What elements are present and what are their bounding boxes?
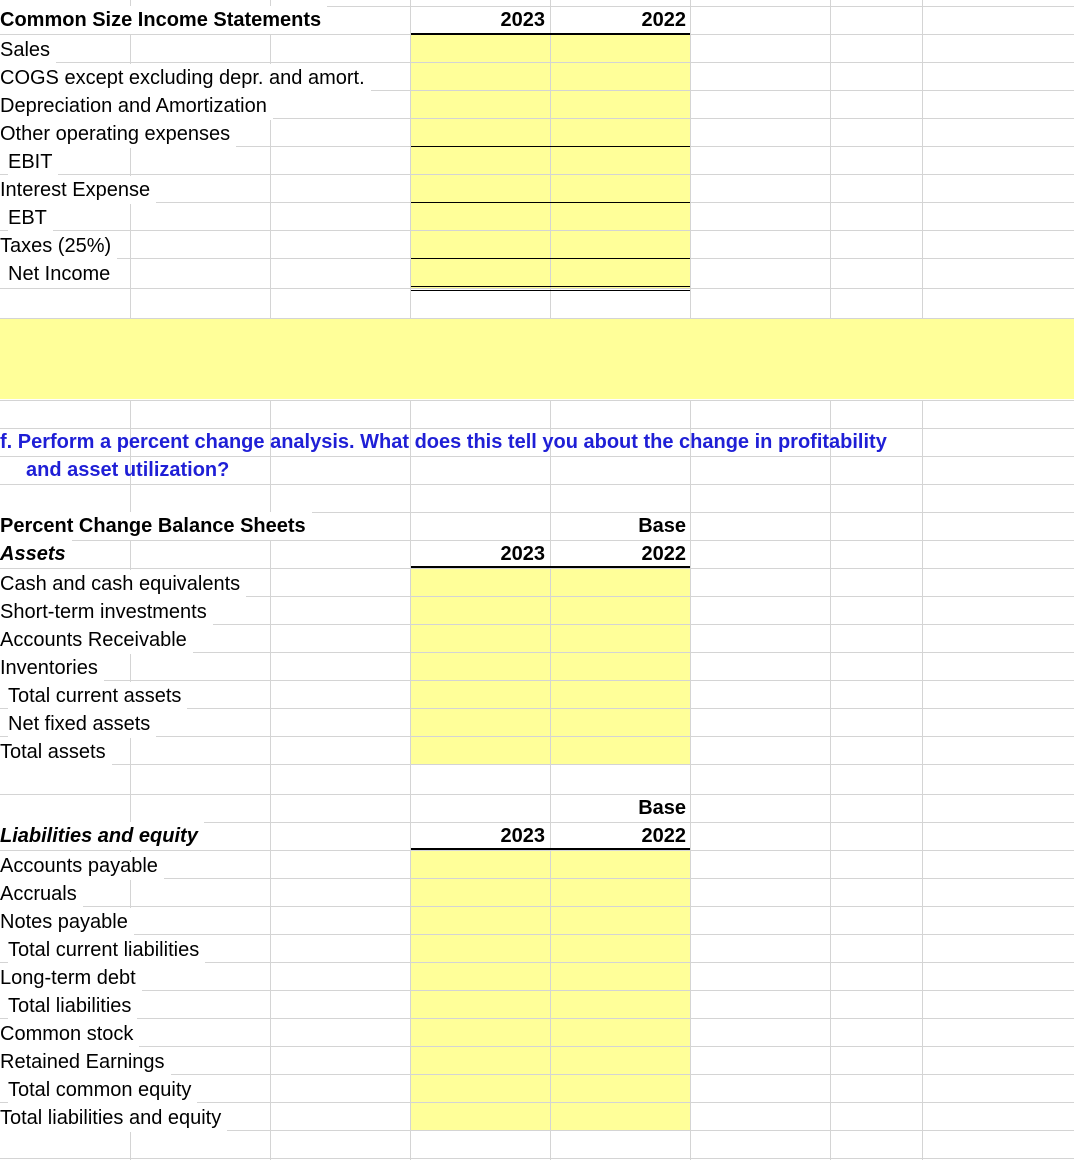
subtotal-border [411, 258, 690, 259]
gridline-horizontal [0, 906, 1074, 907]
income-year-2022: 2022 [641, 9, 686, 31]
row-total-current-assets: Total current assets [8, 682, 187, 710]
gridline-horizontal [0, 1046, 1074, 1047]
row-common-stock: Common stock [0, 1020, 139, 1048]
assets-subtitle: Assets [0, 540, 72, 568]
row-inventories: Inventories [0, 654, 104, 682]
balance-title: Percent Change Balance Sheets [0, 512, 312, 540]
gridline-vertical [410, 0, 411, 318]
assets-base-label: Base [638, 515, 686, 537]
row-long-term-debt: Long-term debt [0, 964, 142, 992]
row-net-fixed-assets: Net fixed assets [8, 710, 156, 738]
gridline-horizontal [0, 736, 1074, 737]
gridline-vertical [690, 400, 691, 1160]
row-ebt: EBT [8, 204, 53, 232]
question-line-2: and asset utilization? [26, 459, 230, 481]
gridline-horizontal [0, 794, 1074, 795]
gridline-horizontal [0, 288, 1074, 289]
row-net-income: Net Income [8, 260, 116, 288]
liabilities-base-label: Base [638, 797, 686, 819]
gridline-horizontal [0, 850, 1074, 851]
gridline-vertical [922, 0, 923, 318]
row-retained-earnings: Retained Earnings [0, 1048, 171, 1076]
row-interest: Interest Expense [0, 176, 156, 204]
gridline-horizontal [0, 230, 1074, 231]
gridline-vertical [830, 0, 831, 318]
gridline-vertical [130, 0, 131, 318]
gridline-vertical [270, 0, 271, 318]
row-depreciation: Depreciation and Amortization [0, 92, 273, 120]
gridline-vertical [690, 0, 691, 318]
row-short-term-investments: Short-term investments [0, 598, 213, 626]
answer-box[interactable] [0, 318, 1074, 399]
gridline-horizontal [0, 62, 1074, 63]
gridline-horizontal [0, 934, 1074, 935]
gridline-vertical [830, 400, 831, 1160]
row-cash: Cash and cash equivalents [0, 570, 246, 598]
row-ebit: EBIT [8, 148, 58, 176]
row-taxes: Taxes (25%) [0, 232, 117, 260]
income-title: Common Size Income Statements [0, 6, 327, 34]
row-total-current-liabilities: Total current liabilities [8, 936, 205, 964]
double-underline-bottom [411, 290, 690, 291]
gridline-horizontal [0, 680, 1074, 681]
gridline-horizontal [0, 568, 1074, 569]
row-sales: Sales [0, 36, 56, 64]
row-notes-payable: Notes payable [0, 908, 134, 936]
gridline-horizontal [0, 484, 1074, 485]
liabilities-title: Liabilities and equity [0, 822, 204, 850]
row-accounts-receivable: Accounts Receivable [0, 626, 193, 654]
liabilities-year-2022: 2022 [641, 825, 686, 847]
gridline-horizontal [0, 318, 1074, 319]
gridline-horizontal [0, 1158, 1074, 1159]
row-cogs: COGS except excluding depr. and amort. [0, 64, 371, 92]
double-underline-top [411, 286, 690, 287]
row-accounts-payable: Accounts payable [0, 852, 164, 880]
income-year-2023: 2023 [500, 9, 545, 31]
gridline-vertical [410, 400, 411, 1160]
row-total-assets: Total assets [0, 738, 112, 766]
gridline-horizontal [0, 174, 1074, 175]
subtotal-border [411, 146, 690, 147]
gridline-horizontal [0, 1018, 1074, 1019]
row-total-common-equity: Total common equity [8, 1076, 197, 1104]
row-total-liabilities: Total liabilities [8, 992, 137, 1020]
gridline-horizontal [0, 990, 1074, 991]
assets-year-2022: 2022 [641, 543, 686, 565]
gridline-vertical [550, 0, 551, 318]
assets-year-2023: 2023 [500, 543, 545, 565]
row-other-opex: Other operating expenses [0, 120, 236, 148]
subtotal-border [411, 202, 690, 203]
row-total-liabilities-equity: Total liabilities and equity [0, 1104, 227, 1132]
gridline-vertical [922, 400, 923, 1160]
question-line-1: f. Perform a percent change analysis. What does this tell you about the change in profitability [0, 431, 887, 453]
row-accruals: Accruals [0, 880, 83, 908]
liabilities-year-2023: 2023 [500, 825, 545, 847]
gridline-horizontal [0, 764, 1074, 765]
gridline-horizontal [0, 400, 1074, 401]
